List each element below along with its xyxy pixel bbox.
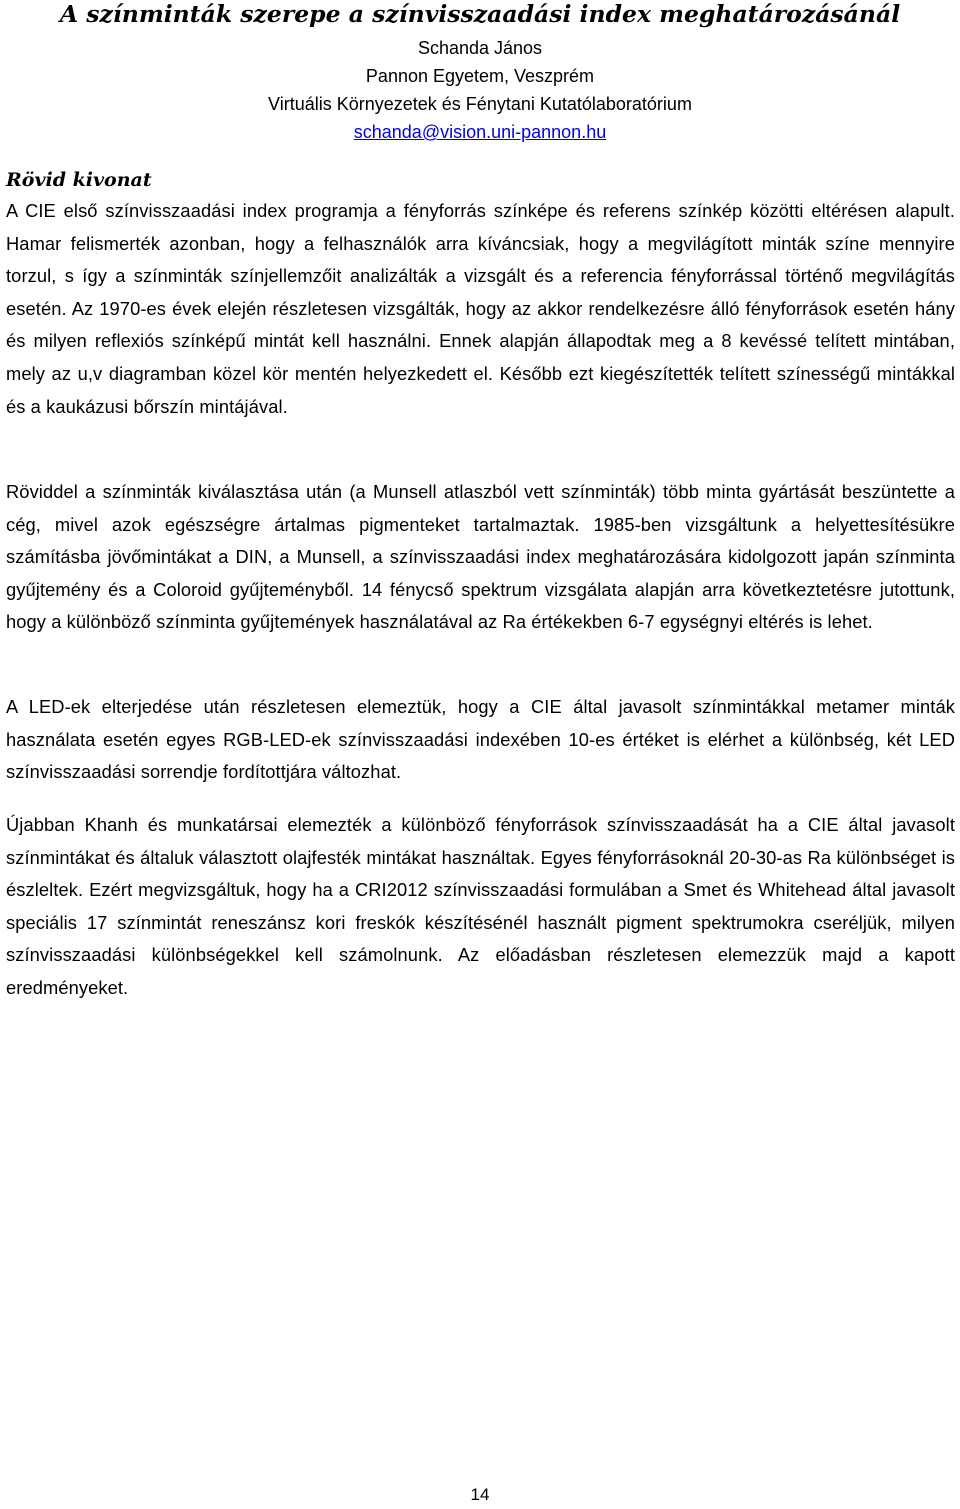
author-email-line	[0, 118, 960, 146]
page-number: 14	[470, 1485, 490, 1504]
author-email-link[interactable]: schanda@vision.uni-pannon.hu	[353, 122, 607, 142]
author-affiliation: Pannon Egyetem, Veszprém	[365, 66, 595, 86]
abstract-paragraph: A CIE első színvisszaadási index programja a fényforrás színképe és referens színkép közötti eltérésen alapult. Hamar felismerték azonban, hogy a felhasználók arra kíváncsiak, hogy a megvilágított minták színe mennyire torzul, s így a színminták színjellemzőit analizálták a vizsgált és a referencia fényforrással történő megvilágítás esetén. Az 1970-es évek elején részletesen vizsgálták, hogy az akkor rendelkezésre álló fényforrások esetén hány és milyen reflexiós színképű mintát kell használni. Ennek alapján állapodtak meg a 8 kevéssé telített mintában, mely az u,v diagramban közel kör mentén helyezkedett el. Később ezt kiegészítették telített színességű mintákkal és a kaukázusi bőrszín mintájával.	[6, 200, 955, 417]
document-title: A színminták szerepe a színvisszaadási index meghatározásánál	[59, 0, 901, 28]
abstract-paragraph: Röviddel a színminták kiválasztása után (a Munsell atlaszból vett színminták) több minta gyártását beszüntette a cég, mivel azok egészségre ártalmas pigmenteket tartalmaztak. 1985-ben vizsgáltunk a helyettesítésükre számításba jövőmintákat a DIN, a Munsell, a színvisszaadási index meghatározására kidolgozott japán színminta gyűjtemény és a Coloroid gyűjteményből. 14 fénycső spektrum vizsgálata alapján arra következtetésre jutottunk, hogy a különböző színminta gyűjtemények használatával az Ra értékekben 6-7 egységnyi eltérés is lehet.	[6, 481, 955, 633]
author-name: Schanda János	[417, 38, 543, 58]
abstract-paragraph: A LED-ek elterjedése után részletesen elemeztük, hogy a CIE által javasolt színmintákkal metamer minták használata esetén egyes RGB-LED-ek színvisszaadási indexében 10-es értéket is elérhet a különbség, két LED színvisszaadási sorrendje fordítottjára változhat.	[6, 696, 955, 783]
abstract-paragraph: Újabban Khanh és munkatársai elemezték a különböző fényforrások színvisszaadását ha a CIE által javasolt színmintákat és általuk választott olajfesték mintákat használtak. Egyes fényforrásoknál 20-30-as Ra különbséget is észleltek. Ezért megvizsgáltuk, hogy ha a CRI2012 színvisszaadási formulában a Smet és Whitehead által javasolt speciális 17 színmintát reneszánsz kori freskók készítésénél használt pigment spektrumokra cseréljük, milyen színvisszaadási különbségekkel kell számolnunk. Az előadásban részletesen elemezzük majd a kapott eredményeket.	[6, 814, 955, 998]
author-lab: Virtuális Környezetek és Fénytani Kutatólaboratórium	[268, 94, 692, 114]
section-heading: Rövid kivonat	[6, 169, 152, 191]
